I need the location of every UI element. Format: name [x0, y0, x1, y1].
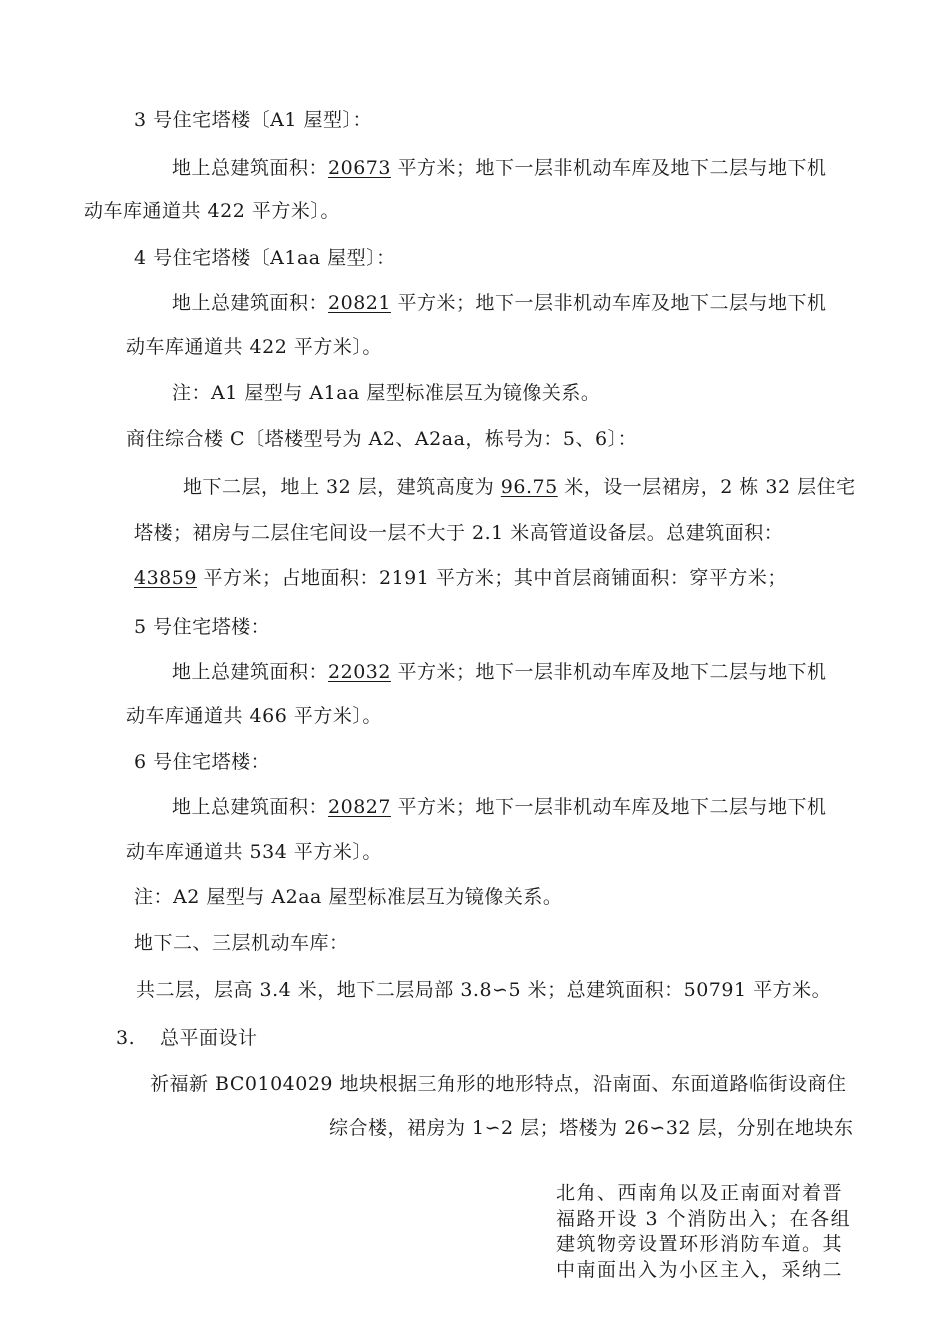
area-suffix: 平方米；地下一层非机动车库及地下二层与地下机	[390, 292, 827, 314]
area-label: 地上总建筑面积：	[172, 292, 329, 314]
area-value: 20673	[328, 157, 391, 179]
block2-note: 注：A1 屋型与 A1aa 屋型标准层互为镜像关系。	[172, 382, 601, 404]
blockC-line3-suffix: 平方米；占地面积：2191 平方米；其中首层商铺面积：穿平方米；	[196, 567, 787, 589]
block1-area-line	[172, 156, 827, 180]
block1-area-line2: 动车库通道共 422 平方米〕。	[84, 200, 340, 222]
block6-note: 注：A2 屋型与 A2aa 屋型标准层互为镜像关系。	[134, 886, 563, 908]
area-suffix: 平方米；地下一层非机动车库及地下二层与地下机	[390, 661, 827, 683]
section-para-column	[556, 1181, 868, 1283]
block6-title: 6 号住宅塔楼：	[134, 751, 271, 773]
area-label: 地上总建筑面积：	[172, 157, 329, 179]
area-label: 地上总建筑面积：	[172, 661, 329, 683]
area-value: 20821	[328, 292, 391, 314]
area-suffix: 平方米；地下一层非机动车库及地下二层与地下机	[390, 157, 827, 179]
column-line: 中南面出入为小区主入，采纳二	[556, 1258, 844, 1281]
area-value: 20827	[328, 796, 391, 818]
blockC-line2: 塔楼；裙房与二层住宅间设一层不大于 2.1 米高管道设备层。总建筑面积：	[134, 522, 784, 544]
height-value: 96.75	[500, 476, 558, 498]
area-label: 地上总建筑面积：	[172, 796, 329, 818]
column-line: 福路开设 3 个消防出入；在各组	[556, 1207, 852, 1230]
blockC-line1	[183, 475, 856, 499]
block5-title: 5 号住宅塔楼：	[134, 616, 271, 638]
area-suffix: 平方米；地下一层非机动车库及地下二层与地下机	[390, 796, 827, 818]
blockC-line1-suffix: 米，设一层裙房，2 栋 32 层住宅	[557, 476, 856, 498]
section-para-line1: 祈福新 BC0104029 地块根据三角形的地形特点，沿南面、东面道路临街设商住	[150, 1073, 847, 1095]
column-line: 建筑物旁设置环形消防车道。其	[556, 1233, 844, 1255]
block5-area-line	[172, 660, 827, 684]
section-number: 3.	[116, 1027, 136, 1049]
block6-area-line2: 动车库通道共 534 平方米〕。	[126, 841, 382, 863]
area-value: 22032	[328, 661, 391, 683]
section-para-line2: 综合楼，裙房为 1∽2 层；塔楼为 26∽32 层，分别在地块东	[329, 1117, 854, 1139]
block2-title: 4 号住宅塔楼〔A1aa 屋型〕：	[134, 247, 396, 269]
block2-area-line	[172, 291, 827, 315]
blockC-line3	[134, 566, 787, 590]
block6-area-line	[172, 795, 827, 819]
block5-area-line2: 动车库通道共 466 平方米〕。	[126, 705, 382, 727]
garage-text: 共二层，层高 3.4 米，地下二层局部 3.8∽5 米；总建筑面积：50791 平方米。	[136, 979, 832, 1001]
total-area-value: 43859	[134, 567, 197, 589]
blockC-title: 商住综合楼 C〔塔楼型号为 A2、A2aa，栋号为：5、6〕：	[126, 428, 638, 450]
column-line: 北角、西南角以及正南面对着晋	[556, 1182, 844, 1204]
garage-title: 地下二、三层机动车库：	[134, 932, 349, 954]
section-heading: 总平面设计	[160, 1027, 258, 1049]
blockC-line1-prefix: 地下二层，地上 32 层，建筑高度为	[183, 476, 501, 498]
block2-area-line2: 动车库通道共 422 平方米〕。	[126, 336, 382, 358]
block1-title: 3 号住宅塔楼〔A1 屋型〕：	[134, 109, 372, 131]
